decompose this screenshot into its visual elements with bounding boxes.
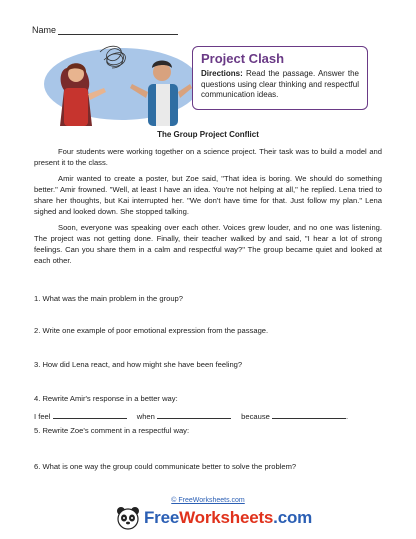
question-2: 2. Write one example of poor emotional expression from the passage. — [34, 326, 269, 335]
title-box — [192, 46, 368, 110]
sentence-period: . — [345, 412, 349, 421]
directions-text: Read the passage. Answer the questions using clear thinking and respectful communication ideas. — [201, 69, 359, 99]
copyright-link[interactable]: © FreeWorksheets.com — [171, 497, 245, 504]
when-blank[interactable] — [157, 410, 231, 419]
passage-paragraph: Four students were working together on a science project. Their task was to build a model and present it to the class. — [34, 147, 382, 167]
worksheet-title: Project Clash — [201, 51, 285, 66]
when-label: when — [136, 412, 155, 421]
passage-paragraph: Soon, everyone was speaking over each other. Voices grew louder, and no one was listening. The project was not getting done. Finally, their teacher walked by and said, "I hear a lot of strong feelings. Can you share them in a calm and respectful way?" The group became quiet and looked at each other. — [34, 223, 382, 265]
question-1: 1. What was the main problem in the group? — [34, 294, 184, 303]
question-4-sentence-frame — [34, 410, 384, 421]
logo-free: Free — [144, 508, 180, 527]
passage — [34, 146, 382, 271]
directions-label: Directions: — [201, 69, 243, 78]
question-4: 4. Rewrite Amir's response in a better way: — [34, 394, 178, 403]
because-label: because — [241, 412, 270, 421]
name-row — [32, 24, 178, 35]
passage-paragraph: Amir wanted to create a poster, but Zoe said, "That idea is boring. We should do something better." Amir frowned. "Well, at least I have an idea. You're not helping at all," he replied. Lena tried to share her thoughts, but Kai interrupted her. "We don't have time for that. Just follow my plan." Lena sighed and looked down. She stopped talking. — [34, 174, 382, 216]
logo-text — [144, 508, 312, 528]
feeling-blank[interactable] — [53, 410, 127, 419]
name-field[interactable] — [58, 24, 178, 35]
question-5: 5. Rewrite Zoe's comment in a respectful way: — [34, 426, 190, 435]
i-feel-label: I feel — [34, 412, 51, 421]
passage-title: The Group Project Conflict — [157, 130, 259, 139]
question-6: 6. What is one way the group could communicate better to solve the problem? — [34, 462, 297, 471]
logo-com: .com — [273, 508, 313, 527]
logo-worksheets: Worksheets — [179, 508, 274, 527]
freeworksheets-logo — [116, 506, 312, 530]
question-3: 3. How did Lena react, and how might she have been feeling? — [34, 360, 243, 369]
directions — [201, 69, 359, 101]
arguing-people-illustration — [30, 38, 200, 126]
panda-icon — [116, 506, 140, 530]
name-label: Name — [32, 25, 57, 35]
because-blank[interactable] — [272, 410, 349, 421]
